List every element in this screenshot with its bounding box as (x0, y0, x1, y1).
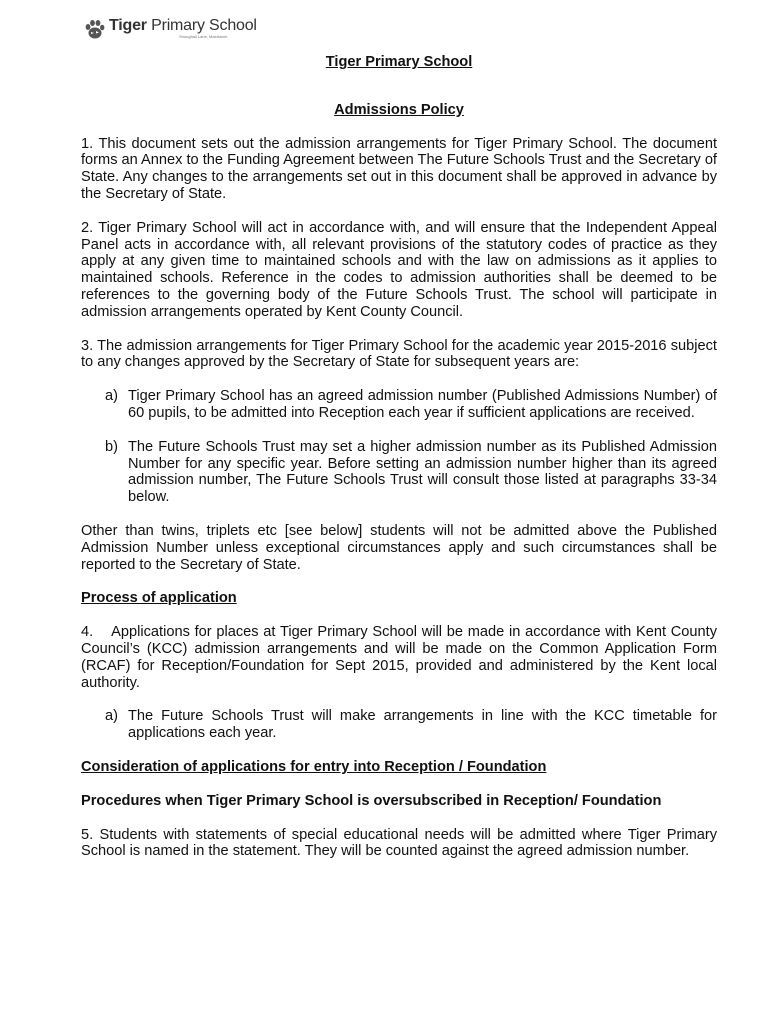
school-logo (82, 18, 257, 48)
list-item-text: Tiger Primary School has an agreed admission number (Published Admissions Number) of 60 pupils, to be admitted into Reception each year if sufficient applications are received. (128, 388, 717, 421)
logo-subtitle: Shoughall Lane, Maidstone (179, 34, 228, 39)
list-item-text: The Future Schools Trust will make arrangements in line with the KCC timetable for applications each year. (128, 708, 717, 742)
heading-process-of-application: Process of application (81, 590, 237, 607)
paragraph-2: 2. Tiger Primary School will act in accordance with, and will ensure that the Independent Appeal Panel acts in accordance with, all relevant provisions of the statutory codes of practice as they apply at any given time to maintained schools and with the law on admissions as it applies to maintained schools. Reference in the codes to admission authorities shall be deemed to be references to the governing body of the Future Schools Trust. The school will participate in admission arrangements operated by Kent County Council. (81, 219, 717, 320)
list-item (81, 708, 717, 742)
document-body (81, 54, 717, 860)
paragraph-4-number: 4. (81, 624, 94, 641)
list-item (81, 439, 717, 506)
tiger-paw-icon (82, 18, 106, 42)
list-marker: a) (105, 388, 118, 405)
logo-name-bold: Tiger (109, 17, 147, 34)
list-marker: a) (105, 708, 118, 725)
paragraph-3: 3. The admission arrangements for Tiger Primary School for the academic year 2015-2016 subject to any changes approved by the Secretary of State for subsequent years are: (81, 337, 717, 371)
paragraph-4-text: Applications for places at Tiger Primary School will be made in accordance with Kent County Council’s (KCC) admission arrangements and will be made on the Common Application Form (RCAF) for Reception/Foundation for Sept 2015, provided and administered by the Kent local authority. (81, 624, 717, 691)
list-marker: b) (105, 438, 118, 455)
logo-name-regular: Primary School (151, 17, 257, 34)
list-item-text: The Future Schools Trust may set a higher admission number as its Published Admission Number for any specific year. Before setting an admission number higher than its agreed admission number, The Future Schools Trust will consult those listed at paragraphs 33-34 below. (128, 438, 717, 506)
paragraph-4 (81, 624, 717, 691)
paragraph-4-list (81, 708, 717, 742)
heading-consideration: Consideration of applications for entry into Reception / Foundation (81, 758, 547, 775)
list-item (81, 388, 717, 422)
paragraph-5: 5. Students with statements of special educational needs will be admitted where Tiger Primary School is named in the statement. They will be counted against the agreed admission number. (81, 826, 717, 860)
logo-wordmark (109, 18, 257, 34)
paragraph-3-list (81, 388, 717, 506)
policy-title: Admissions Policy (334, 101, 464, 118)
school-title: Tiger Primary School (325, 54, 473, 70)
paragraph-1: 1. This document sets out the admission arrangements for Tiger Primary School. The document forms an Annex to the Funding Agreement between The Future Schools Trust and the Secretary of State. Any changes to the arrangements set out in this document shall be approved in advance by the Secretary of State. (81, 135, 717, 202)
subheading-oversubscribed-procedures: Procedures when Tiger Primary School is oversubscribed in Reception/ Foundation (81, 792, 662, 809)
paragraph-twins: Other than twins, triplets etc [see below] students will not be admitted above the Published Admission Number unless exceptional circumstances apply and such circumstances shall be reported to the Secretary of State. (81, 522, 717, 573)
